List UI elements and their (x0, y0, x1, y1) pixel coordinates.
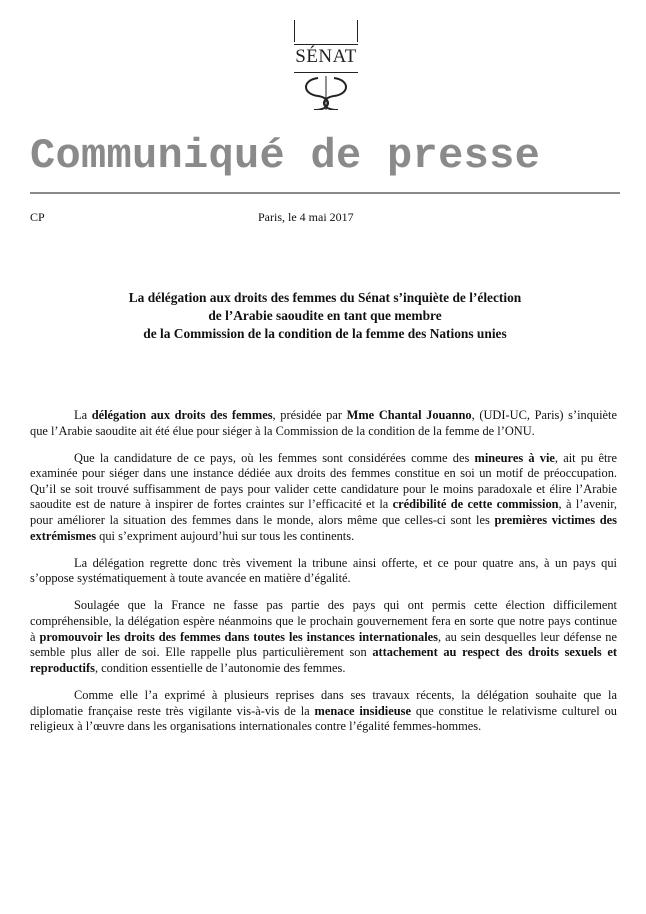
text-run: Soulagée que la France ne fasse pas partie des pays qui ont permis cette élection difficilement compréhensible, la délégation espère néanmoins que le prochain gouvernement fera en sorte que notre pays continue à (30, 598, 617, 644)
bold-run: crédibilité de cette commission (392, 497, 559, 512)
text-run: , (UDI-UC, Paris) s’inquiète que l’Arabie saoudite ait été élue pour siéger à la Commission de la condition de la femme de l’ONU. (30, 408, 617, 438)
paragraph-1 (30, 408, 617, 439)
title-line-3: de la Commission de la condition de la femme des Nations unies (143, 326, 507, 341)
title-line-2: de l’Arabie saoudite en tant que membre (208, 308, 442, 323)
logo-emblem-icon (288, 20, 364, 110)
paragraph-3 (30, 556, 617, 587)
title-line-1: La délégation aux droits des femmes du Sénat s’inquiète de l’élection (128, 290, 522, 305)
logo-text: SÉNAT (295, 46, 357, 67)
bold-run: promouvoir les droits des femmes dans toutes les instances internationales (39, 629, 438, 644)
headline-rule (30, 192, 620, 194)
text-run: , ait pu être examinée pour siéger dans une instance dédiée aux droits des femmes constitue en soi un motif de préoccupation. Qu’il se soit trouvé suffisamment de pays pour valider cette candidature pour le moins paradoxale et élire l’Arabie saoudite est de nature à inspirer de fortes craintes sur l’efficacité et la (30, 450, 618, 512)
paragraph-4 (30, 598, 617, 676)
paragraph-2 (30, 451, 617, 545)
senat-logo (288, 20, 364, 110)
bold-run: mineures à vie (474, 450, 555, 465)
press-body (30, 408, 617, 746)
place-date: Paris, le 4 mai 2017 (258, 210, 354, 224)
bold-run: menace insidieuse (314, 703, 411, 718)
text-run: Comme elle l’a exprimé à plusieurs reprises dans ses travaux récents, la délégation souhaite que la diplomatie française reste très vigilante vis-à-vis de la (30, 687, 617, 718)
text-run: La (74, 408, 92, 422)
press-title (60, 289, 590, 343)
paragraph-5 (30, 688, 617, 735)
text-run: que constitue le relativisme culturel ou religieux à l’œuvre dans les organisations internationales contre l’égalité femmes-hommes. (30, 703, 617, 734)
text-run: La délégation regrette donc très vivement la tribune ainsi offerte, et ce pour quatre ans, à un pays qui s’oppose systématiquement à toute avancée en matière d’égalité. (30, 555, 617, 586)
text-run: Que la candidature de ce pays, où les femmes sont considérées comme des (74, 450, 475, 465)
text-run: , présidée par (272, 408, 347, 422)
text-run: , au sein desquelles leur défense ne semble plus aller de soi. Elle rappelle plus particulièrement son (30, 629, 617, 660)
bold-run: attachement au respect des droits sexuels et reproductifs (30, 645, 618, 675)
reference-label: CP (30, 210, 45, 224)
bold-run: délégation aux droits des femmes (91, 408, 273, 422)
bold-run: premières victimes des extrémismes (30, 513, 617, 543)
text-run: , à l’avenir, pour améliorer la situation des femmes dans le monde, alors même que celles-ci sont les (30, 497, 617, 528)
text-run: qui s’expriment aujourd’hui sur tous les continents. (96, 528, 355, 543)
text-run: , condition essentielle de l’autonomie des femmes. (94, 660, 346, 675)
headline: Communiqué de presse (30, 132, 541, 180)
bold-run: Mme Chantal Jouanno (346, 408, 472, 422)
